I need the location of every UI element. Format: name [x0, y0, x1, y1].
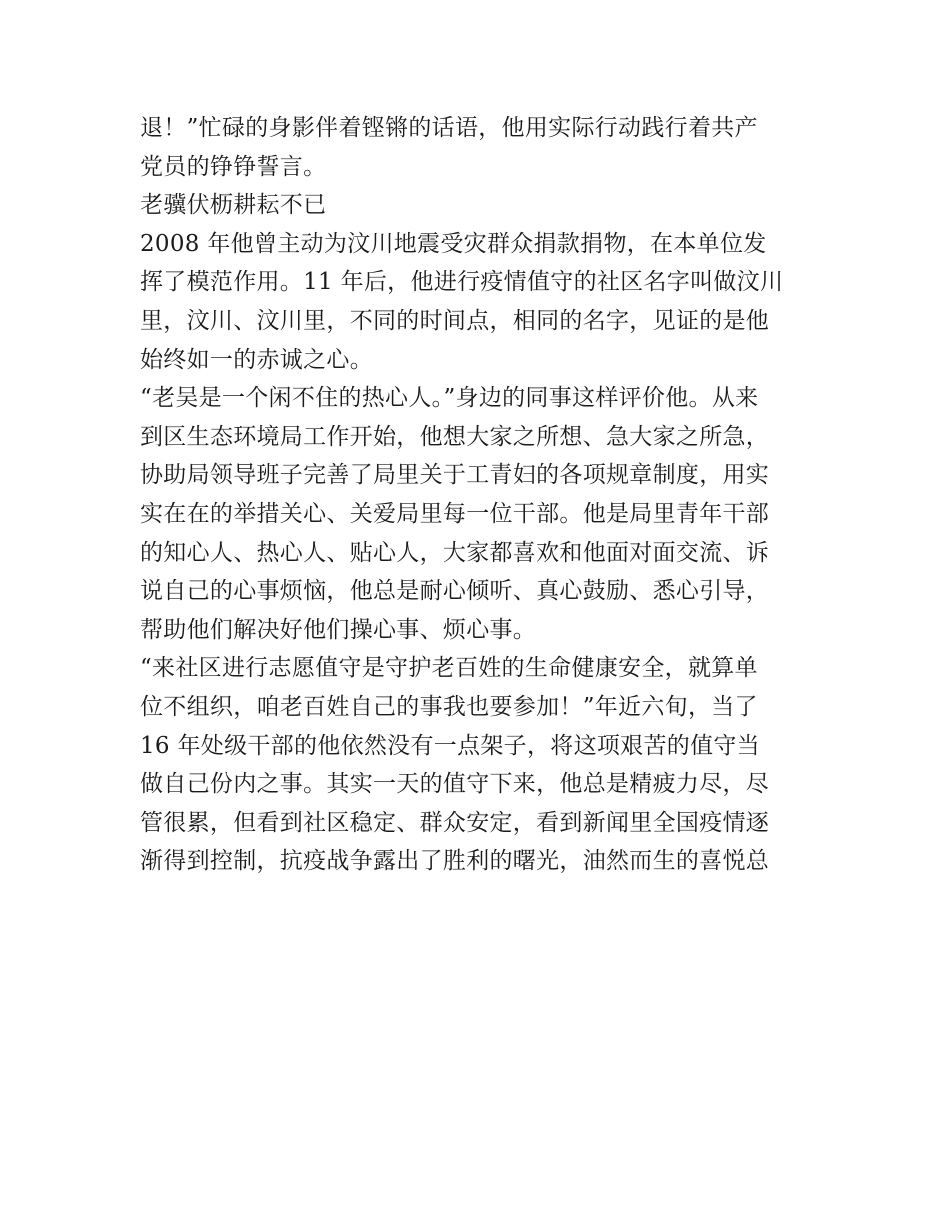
- text-line: 始终如一的赤诚之心。: [140, 346, 373, 373]
- section-heading: 老骥伏枥耕耘不已: [140, 192, 327, 219]
- text-line: “老吴是一个闲不住的热心人。”身边的同事这样评价他。从来: [140, 385, 759, 412]
- text-line: 协助局领导班子完善了局里关于工青妇的各项规章制度，用实: [140, 462, 770, 489]
- text-line: 说自己的心事烦恼，他总是耐心倾听、真心鼓励、悉心引导，: [140, 578, 770, 605]
- text-line: 位不组织，咱老百姓自己的事我也要参加！”年近六旬，当了: [140, 693, 758, 720]
- text-line: 16 年处级干部的他依然没有一点架子，将这项艰苦的值守当: [140, 732, 760, 759]
- text-line: 管很累，但看到社区稳定、群众安定，看到新闻里全国疫情逐: [140, 809, 770, 836]
- text-line: “来社区进行志愿值守是守护老百姓的生命健康安全，就算单: [140, 655, 758, 682]
- text-line: 的知心人、热心人、贴心人，大家都喜欢和他面对面交流、诉: [140, 539, 770, 566]
- text-line: 渐得到控制，抗疫战争露出了胜利的曙光，油然而生的喜悦总: [140, 848, 770, 875]
- text-line: 实在在的举措关心、关爱局里每一位干部。他是局里青年干部: [140, 500, 770, 527]
- text-line: 帮助他们解决好他们操心事、烦心事。: [140, 616, 537, 643]
- text-line: 里，汶川、汶川里，不同的时间点，相同的名字，见证的是他: [140, 307, 770, 334]
- text-line: 党员的铮铮誓言。: [140, 153, 327, 180]
- document-body: [140, 109, 830, 881]
- text-line: 到区生态环境局工作开始，他想大家之所想、急大家之所急，: [140, 423, 770, 450]
- text-line: 退！”忙碌的身影伴着铿锵的话语，他用实际行动践行着共产: [140, 115, 758, 141]
- text-line: 挥了模范作用。11 年后，他进行疫情值守的社区名字叫做汶川: [140, 269, 784, 296]
- text-line: 2008 年他曾主动为汶川地震受灾群众捐款捐物，在本单位发: [140, 230, 767, 257]
- text-line: 做自己份内之事。其实一天的值守下来，他总是精疲力尽，尽: [140, 771, 770, 798]
